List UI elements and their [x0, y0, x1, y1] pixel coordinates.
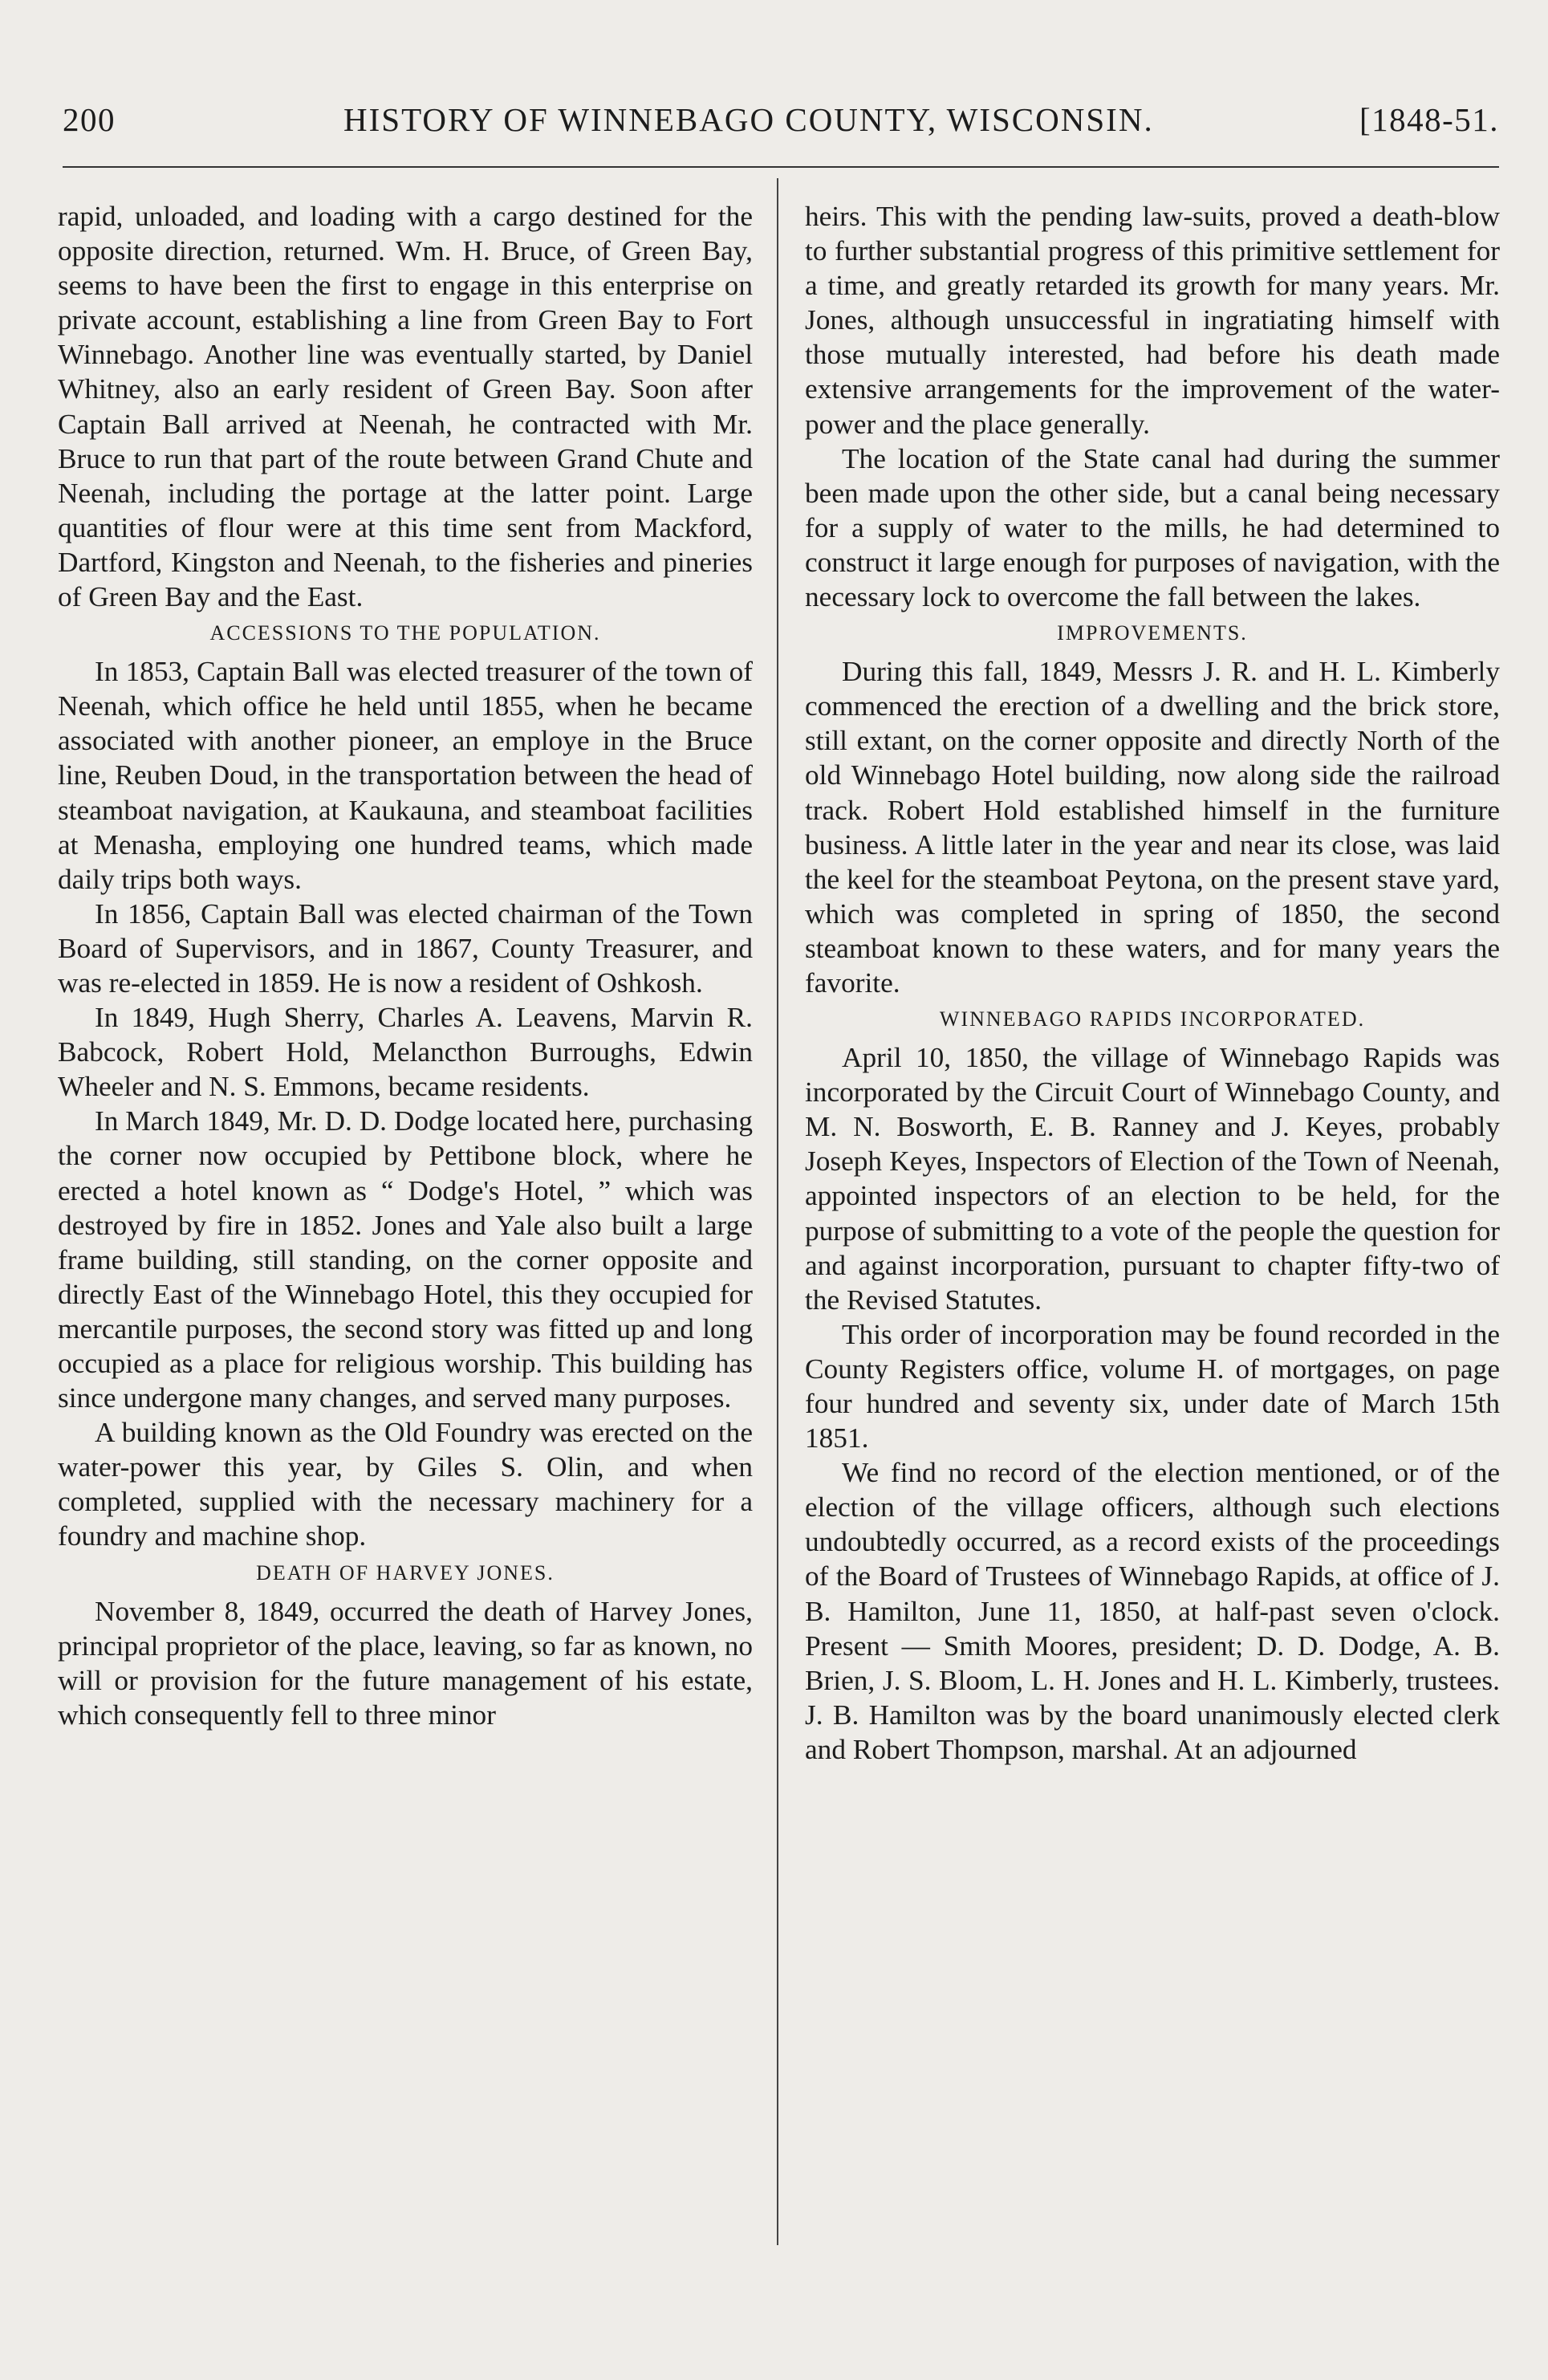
section-heading: WINNEBAGO RAPIDS INCORPORATED.: [939, 1007, 1366, 1031]
paragraph: In 1856, Captain Ball was elected chairman of the Town Board of Supervisors, and in 1867, County Treasurer, and was re-elected in 1859. He is now a resident of Oshkosh.: [58, 897, 753, 999]
right-column: [805, 199, 1500, 1767]
page-number: 200: [63, 101, 116, 138]
column-divider: [777, 178, 778, 2245]
year-range: [1848-51.: [1359, 101, 1499, 138]
paragraph: This order of incorporation may be found recorded in the County Registers office, volume H. of mortgages, on page four hundred and seventy six, under date of March 15th 1851.: [805, 1318, 1500, 1454]
paragraph: In 1853, Captain Ball was elected treasurer of the town of Neenah, which office he held until 1855, when he became associated with another pioneer, an employe in the Bruce line, Reuben Doud, in the transportation between the head of steamboat navigation, at Kaukauna, and steamboat facilities at Menasha, employing one hundred teams, which made daily trips both ways.: [58, 656, 753, 895]
section-heading: IMPROVEMENTS.: [1057, 621, 1248, 645]
paragraph: In 1849, Hugh Sherry, Charles A. Leavens, Marvin R. Babcock, Robert Hold, Melancthon Burroughs, Edwin Wheeler and N. S. Emmons, became residents.: [58, 1002, 753, 1103]
paragraph: heirs. This with the pending law-suits, proved a death-blow to further substantial progress of this primitive settlement for a time, and greatly retarded its growth for many years. Mr. Jones, although unsuccessful in ingratiating himself with those mutually interested, had before his death made extensive arrangements for the improvement of the water-power and the place generally.: [805, 201, 1500, 440]
paragraph: During this fall, 1849, Messrs J. R. and H. L. Kimberly commenced the erection of a dwelling and the brick store, still extant, on the corner opposite and directly North of the old Winnebago Hotel building, now along side the railroad track. Robert Hold established himself in the furniture business. A little later in the year and near its close, was laid the keel for the steamboat Peytona, on the present stave yard, which was completed in spring of 1850, the second steamboat known to these waters, and for many years the favorite.: [805, 656, 1500, 999]
paragraph: rapid, unloaded, and loading with a cargo destined for the opposite direction, returned. Wm. H. Bruce, of Green Bay, seems to have been the first to engage in this enterprise on private account, establishing a line from Green Bay to Fort Winnebago. Another line was eventually started, by Daniel Whitney, also an early resident of Green Bay. Soon after Captain Ball arrived at Neenah, he contracted with Mr. Bruce to run that part of the route between Grand Chute and Neenah, including the portage at the latter point. Large quantities of flour were at this time sent from Mackford, Dartford, Kingston and Neenah, to the fisheries and pineries of Green Bay and the East.: [58, 201, 753, 613]
paragraph: We find no record of the election mentioned, or of the election of the village officers, although such elections undoubtedly occurred, as a record exists of the proceedings of the Board of Trustees of Winnebago Rapids, at office of J. B. Hamilton, June 11, 1850, at half-past seven o'clock. Present — Smith Moores, president; D. D. Dodge, A. B. Brien, J. S. Bloom, L. H. Jones and H. L. Kimberly, trustees. J. B. Hamilton was by the board unanimously elected clerk and Robert Thompson, marshal. At an adjourned: [805, 1457, 1500, 1765]
paragraph: The location of the State canal had during the summer been made upon the other side, but a canal being necessary for a supply of water to the mills, he had determined to construct it large enough for purposes of navigation, with the necessary lock to overcome the fall between the lakes.: [805, 442, 1500, 613]
paragraph: November 8, 1849, occurred the death of Harvey Jones, principal proprietor of the place, leaving, so far as known, no will or provision for the future management of his estate, which consequently fell to three minor: [58, 1595, 753, 1731]
paragraph: April 10, 1850, the village of Winnebago Rapids was incorporated by the Circuit Court of Winnebago County, and M. N. Bosworth, E. B. Ranney and J. Keyes, probably Joseph Keyes, Inspectors of Election of the Town of Neenah, appointed inspectors of an election to be held, for the purpose of submitting to a vote of the people the question for and against incorporation, pursuant to chapter fifty-two of the Revised Statutes.: [805, 1042, 1500, 1316]
header-rule: [63, 166, 1499, 168]
section-heading: DEATH OF HARVEY JONES.: [256, 1560, 555, 1585]
paragraph: A building known as the Old Foundry was erected on the water-power this year, by Giles S. Olin, and when completed, supplied with the necessary machinery for a foundry and machine shop.: [58, 1417, 753, 1552]
running-title: HISTORY OF WINNEBAGO COUNTY, WISCONSIN.: [343, 101, 1154, 138]
paragraph: In March 1849, Mr. D. D. Dodge located here, purchasing the corner now occupied by Pettibone block, where he erected a hotel known as “ Dodge's Hotel, ” which was destroyed by fire in 1852. Jones and Yale also built a large frame building, still standing, on the corner opposite and directly East of the Winnebago Hotel, this they occupied for mercantile purposes, the second story was fitted up and long occupied as a place for religious worship. This building has since undergone many changes, and served many purposes.: [58, 1105, 753, 1414]
left-column: [58, 199, 753, 1732]
running-header: [63, 100, 1499, 148]
section-heading: ACCESSIONS TO THE POPULATION.: [209, 621, 601, 645]
